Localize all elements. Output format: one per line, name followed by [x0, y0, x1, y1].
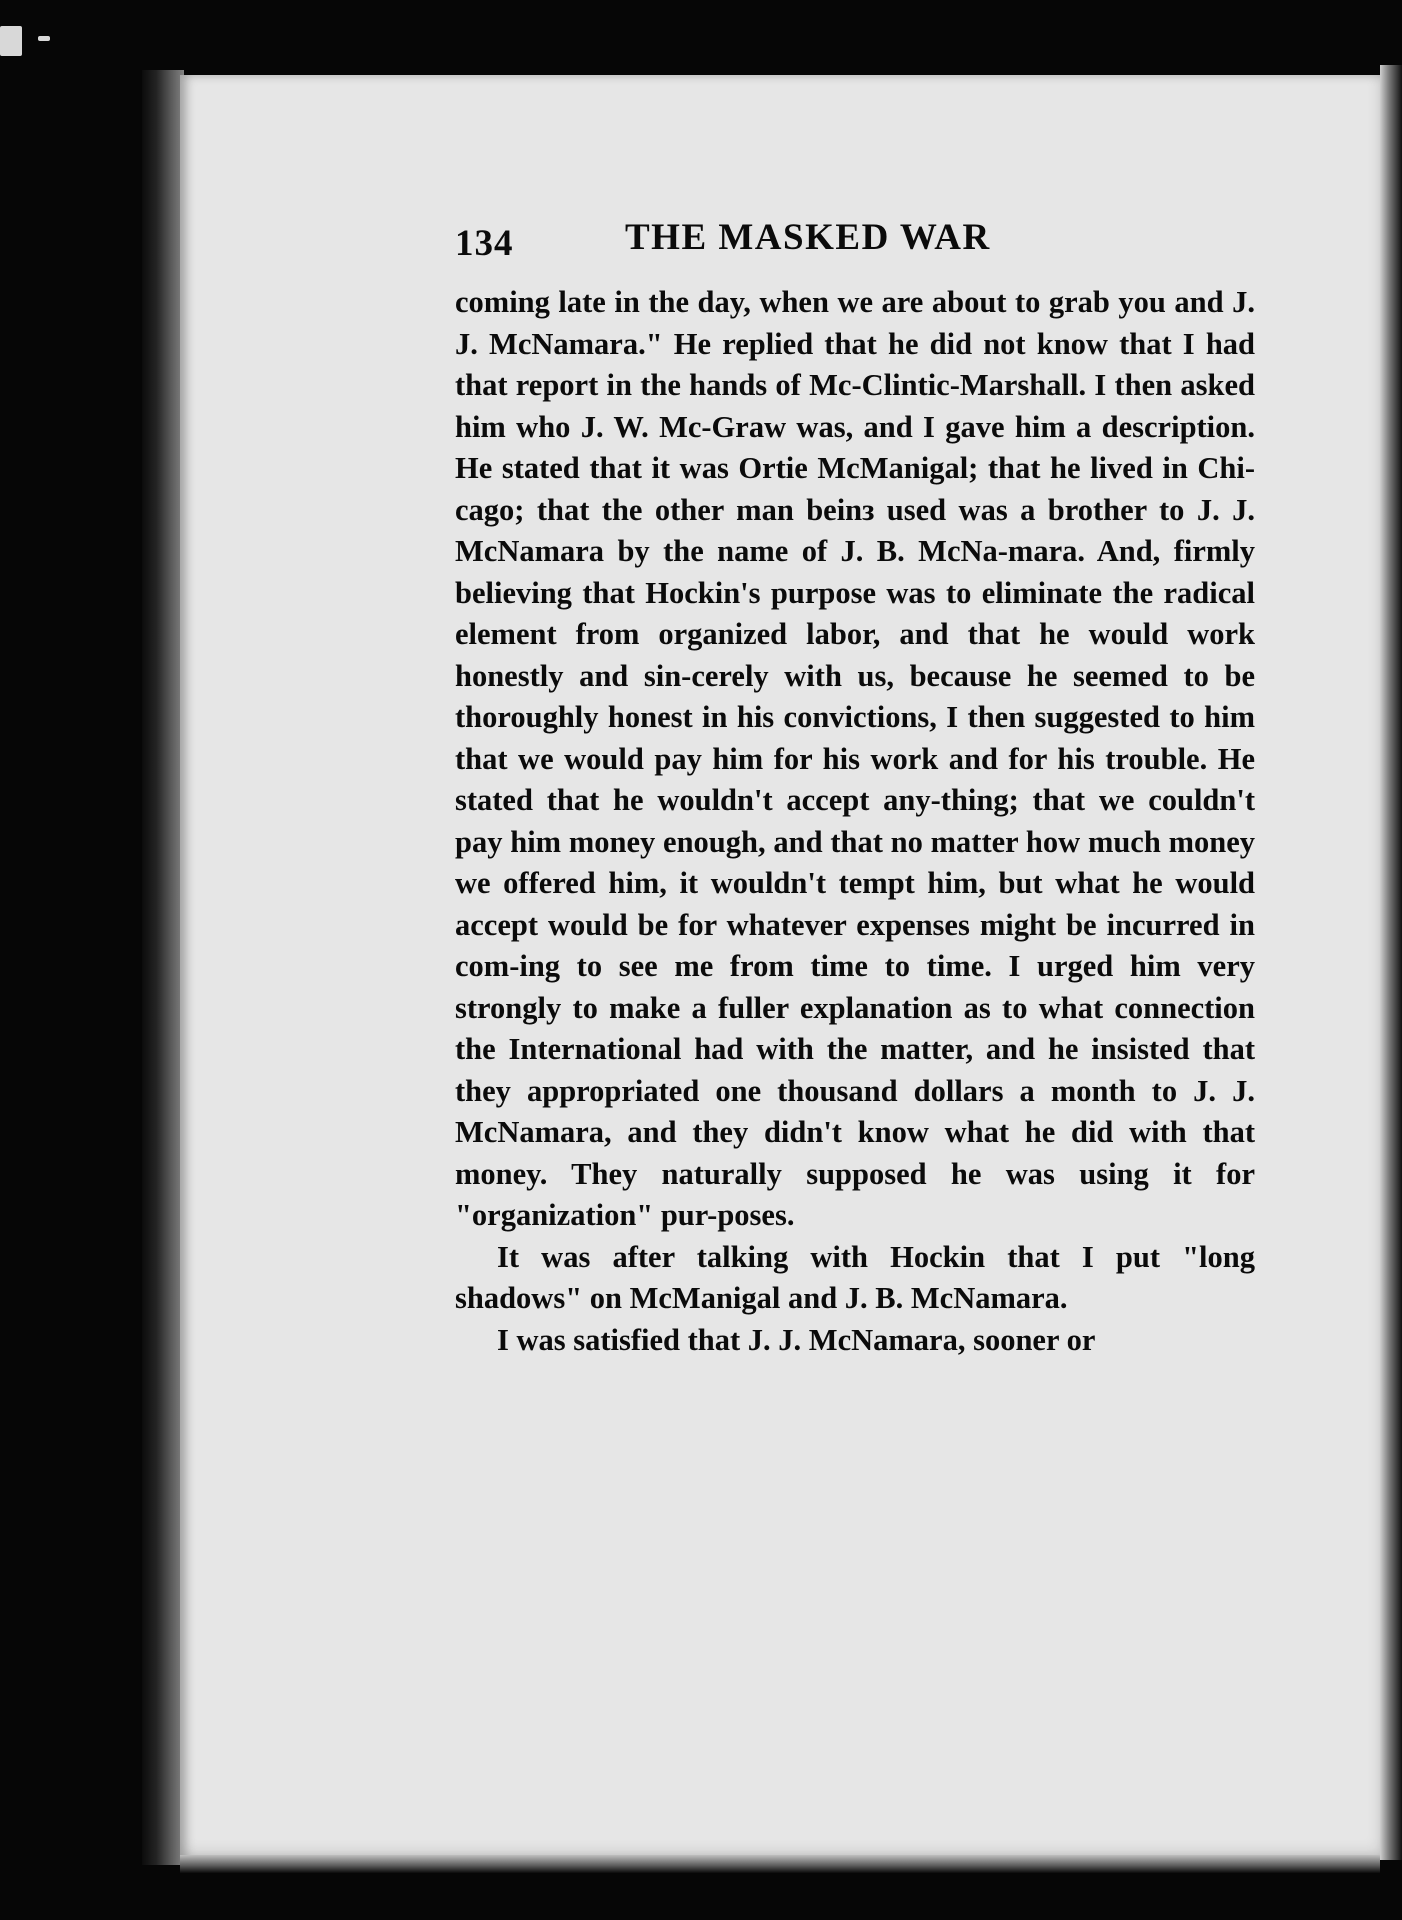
paragraph: coming late in the day, when we are about to grab you and J. J. McNamara." He replied that he did not know that I had that report in the hands of Mc-Clintic-Marshall. I then asked him who J. W. Mc-Graw was, and I gave him a description. He stated that it was Ortie McManigal; that he lived in Chi-cago; that the other man beinз used was a brother to J. J. McNamara by the name of J. B. McNa-mara. And, firmly believing that Hockin's purpose was to eliminate the radical element from organized labor, and that he would work honestly and sin-cerely with us, because he seemed to be thoroughly honest in his convictions, I then suggested to him that we would pay him for his work and for his trouble. He stated that he wouldn't accept any-thing; that we couldn't pay him money enough, and that no matter how much money we offered him, it wouldn't tempt him, but what he would accept would be for whatever expenses might be incurred in com-ing to see me from time to time. I urged him very strongly to make a fuller explanation as to what connection the International had with the matter, and he insisted that they appropriated one thousand dollars a month to J. J. McNamara, and they didn't know what he did with that money. They naturally supposed he was using it for "organization" pur-poses. [455, 285, 1255, 1232]
paragraph: I was satisfied that J. J. McNamara, sooner or [497, 1322, 1096, 1357]
body-text [455, 282, 1255, 1361]
running-title: THE MASKED WAR [625, 217, 991, 258]
page-number: 134 [455, 223, 514, 264]
scan-artifact-mark [38, 36, 50, 41]
page-bottom-edge [180, 1855, 1380, 1873]
page-right-edge [1380, 65, 1402, 1860]
book-spine-edge [142, 70, 184, 1865]
page-header [455, 212, 1245, 268]
paragraph: It was after talking with Hockin that I put "long shadows" on McManigal and J. B. McNamara. [455, 1239, 1255, 1315]
scan-artifact-mark [0, 26, 22, 56]
